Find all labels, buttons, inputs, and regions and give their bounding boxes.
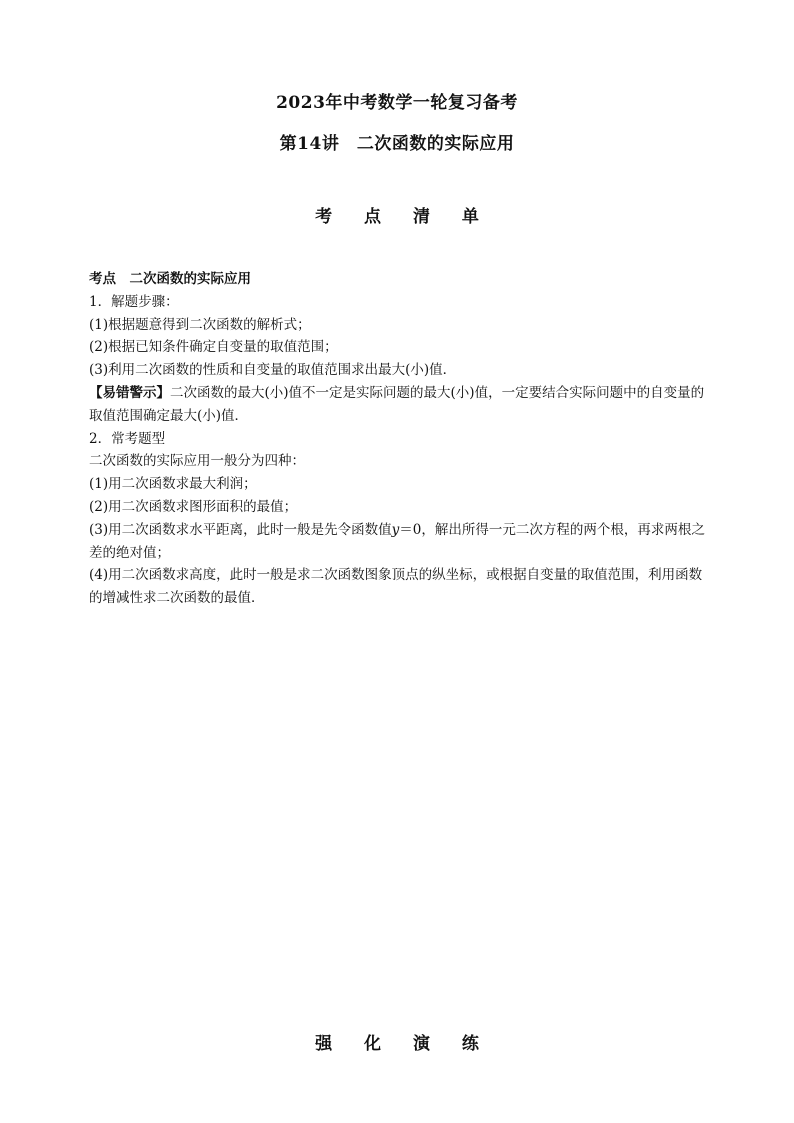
type3-text-after: ＝0，解出所得一元二次方程的两个根，再求两根之差的绝对值；	[89, 521, 705, 561]
type-item-4: (4)用二次函数求高度，此时一般是求二次函数图象顶点的纵坐标，或根据自变量的取值范围，利用函数的增减性求二次函数的最值．	[89, 567, 703, 607]
step-item: (3)利用二次函数的性质和自变量的取值范围求出最大(小)值．	[89, 362, 457, 379]
type-item: (1)用二次函数求最大利润；	[89, 476, 257, 493]
section-heading-qianghua: 强 化 演 练	[315, 1034, 492, 1054]
kaodian-title: 考点 二次函数的实际应用	[89, 271, 251, 287]
type-item-3	[89, 519, 709, 565]
types-intro: 二次函数的实际应用一般分为四种：	[89, 453, 305, 470]
type-item: (2)用二次函数求图形面积的最值；	[89, 498, 298, 515]
type3-text-before: (3)用二次函数求水平距离，此时一般是先令函数值	[89, 521, 392, 538]
steps-title: 1．解题步骤：	[89, 293, 179, 310]
step-item: (1)根据题意得到二次函数的解析式；	[89, 316, 311, 333]
types-title: 2．常考题型	[89, 430, 166, 447]
lesson-title: 第14讲 二次函数的实际应用	[279, 134, 515, 154]
warning-paragraph	[89, 382, 709, 428]
step-item: (2)根据已知条件确定自变量的取值范围；	[89, 339, 338, 356]
content-body	[89, 268, 709, 610]
math-variable-y: y	[391, 521, 400, 538]
section-heading-kaodian: 考 点 清 单	[315, 207, 492, 227]
warning-text: 二次函数的最大(小)值不一定是实际问题的最大(小)值，一定要结合实际问题中的自变量的取值范围确定最大(小)值．	[89, 384, 705, 424]
document-title: 2023年中考数学一轮复习备考	[276, 93, 518, 113]
warning-label: 【易错警示】	[89, 384, 170, 401]
